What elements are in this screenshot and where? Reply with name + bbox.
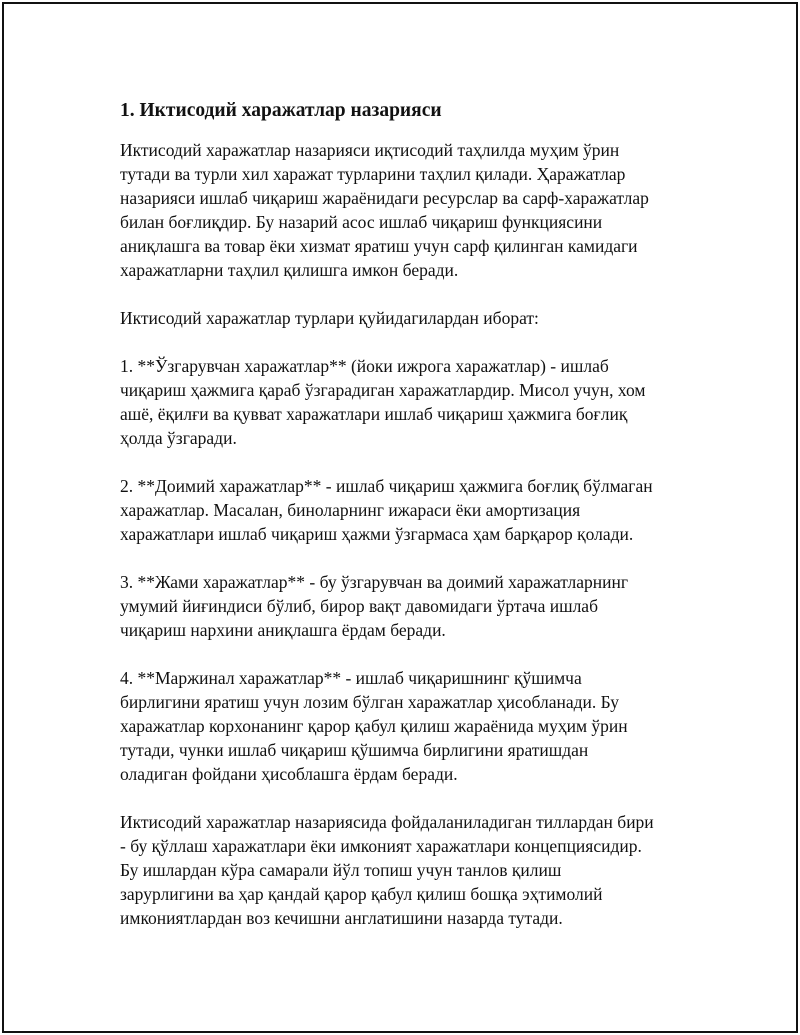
section-heading: 1. Иктисодий харажатлар назарияси <box>120 100 442 121</box>
opportunity-costs-paragraph: Иктисодий харажатлар назариясида фойдаланиладиган тиллардан бири - бу қўллаш харажатлари ёки имконият харажатлари концепциясидир. Бу ишлардан кўра самарали йўл топиш учун танлов қилиш зарурлигини ва ҳар қандай қарор қабул қилиш бошқа эҳтимолий имкониятлардан воз кечишни англатишини назарда тутади. <box>120 812 654 928</box>
types-intro-paragraph: Иктисодий харажатлар турлари қуйидагилардан иборат: <box>120 308 539 328</box>
intro-paragraph: Иктисодий харажатлар назарияси иқтисодий таҳлилда муҳим ўрин тутади ва турли хил харажат турларини таҳлил қилади. Ҳаражатлар назарияси ишлаб чиқариш жараёнидаги ресурслар ва сарф-харажатлар билан боғлиқдир. Бу назарий асос ишлаб чиқариш функциясини аниқлашга ва товар ёки хизмат яратиш учун сарф қилинган камидаги харажатларни таҳлил қилишга имкон беради. <box>120 140 649 280</box>
document-body <box>120 94 694 954</box>
fixed-costs-paragraph: 2. **Доимий харажатлар** - ишлаб чиқариш ҳажмига боғлиқ бўлмаган харажатлар. Масалан, биноларнинг ижараси ёки амортизация харажатлари ишлаб чиқариш ҳажми ўзгармаса ҳам барқарор қолади. <box>120 476 653 544</box>
marginal-costs-paragraph: 4. **Маржинал харажатлар** - ишлаб чиқаришнинг қўшимча бирлигини яратиш учун лозим бўлган харажатлар ҳисобланади. Бу харажатлар корхонанинг қарор қабул қилиш жараёнида муҳим ўрин тутади, чунки ишлаб чиқариш қўшимча бирлигини яратишдан оладиган фойдани ҳисоблашга ёрдам беради. <box>120 668 628 784</box>
variable-costs-paragraph: 1. **Ўзгарувчан харажатлар** (йоки ижрога харажатлар) - ишлаб чиқариш ҳажмига қараб ўзгарадиган харажатлардир. Мисол учун, хом ашё, ёқилғи ва қувват харажатлари ишлаб чиқариш ҳажмига боғлиқ ҳолда ўзгаради. <box>120 356 646 448</box>
total-costs-paragraph: 3. **Жами харажатлар** - бу ўзгарувчан ва доимий харажатларнинг умумий йиғиндиси бўлиб, бирор вақт давомидаги ўртача ишлаб чиқариш нархини аниқлашга ёрдам беради. <box>120 572 629 640</box>
document-page <box>2 2 798 1033</box>
